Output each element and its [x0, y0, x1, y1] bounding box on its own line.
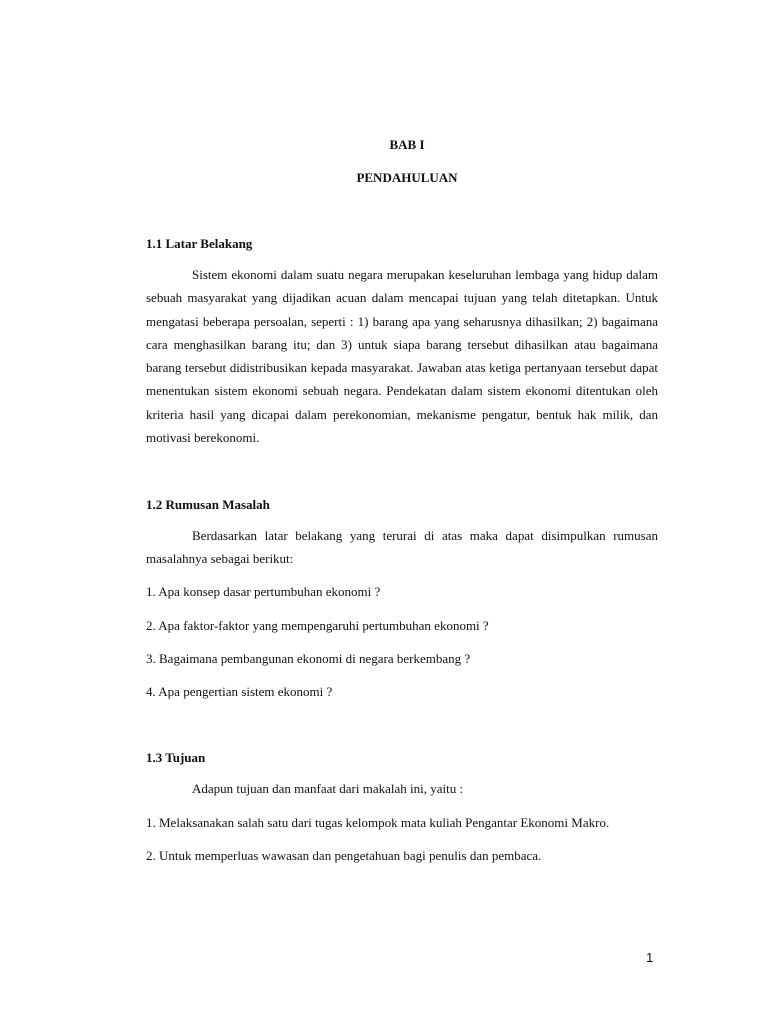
section-heading-latar-belakang: 1.1 Latar Belakang: [146, 236, 253, 251]
page-number: 1: [646, 950, 654, 965]
chapter-number: BAB I: [389, 137, 425, 152]
list-item: 3. Bagaimana pembangunan ekonomi di negara berkembang ?: [146, 651, 471, 666]
paragraph-rumusan-intro: Berdasarkan latar belakang yang terurai di atas maka dapat disimpulkan rumusan masalahnya sebagai berikut:: [146, 528, 658, 567]
list-item: 2. Untuk memperluas wawasan dan pengetahuan bagi penulis dan pembaca.: [146, 848, 542, 863]
list-item: 4. Apa pengertian sistem ekonomi ?: [146, 684, 333, 699]
list-item: 2. Apa faktor-faktor yang mempengaruhi pertumbuhan ekonomi ?: [146, 618, 489, 633]
section-heading-rumusan-masalah: 1.2 Rumusan Masalah: [146, 497, 270, 512]
paragraph-latar-belakang: Sistem ekonomi dalam suatu negara merupakan keseluruhan lembaga yang hidup dalam sebuah masyarakat yang dijadikan acuan dalam mencapai tujuan yang telah ditetapkan. Untuk mengatasi beberapa persoalan, seperti : 1) barang apa yang seharusnya dihasilkan; 2) bagaimana cara menghasilkan barang itu; dan 3) untuk siapa barang tersebut dihasilkan atau bagaimana barang tersebut didistribusikan kepada masyarakat. Jawaban atas ketiga pertanyaan tersebut dapat menentukan sistem ekonomi sebuah negara. Pendekatan dalam sistem ekonomi ditentukan oleh kriteria hasil yang dicapai dalam perekonomian, mekanisme pengatur, bentuk hak milik, dan motivasi berekonomi.: [146, 267, 658, 446]
paragraph-tujuan-intro: Adapun tujuan dan manfaat dari makalah ini, yaitu :: [192, 781, 464, 796]
list-item: 1. Melaksanakan salah satu dari tugas kelompok mata kuliah Pengantar Ekonomi Makro.: [146, 815, 610, 830]
list-item: 1. Apa konsep dasar pertumbuhan ekonomi ?: [146, 584, 381, 599]
section-heading-tujuan: 1.3 Tujuan: [146, 750, 206, 765]
chapter-title: PENDAHULUAN: [356, 170, 458, 185]
